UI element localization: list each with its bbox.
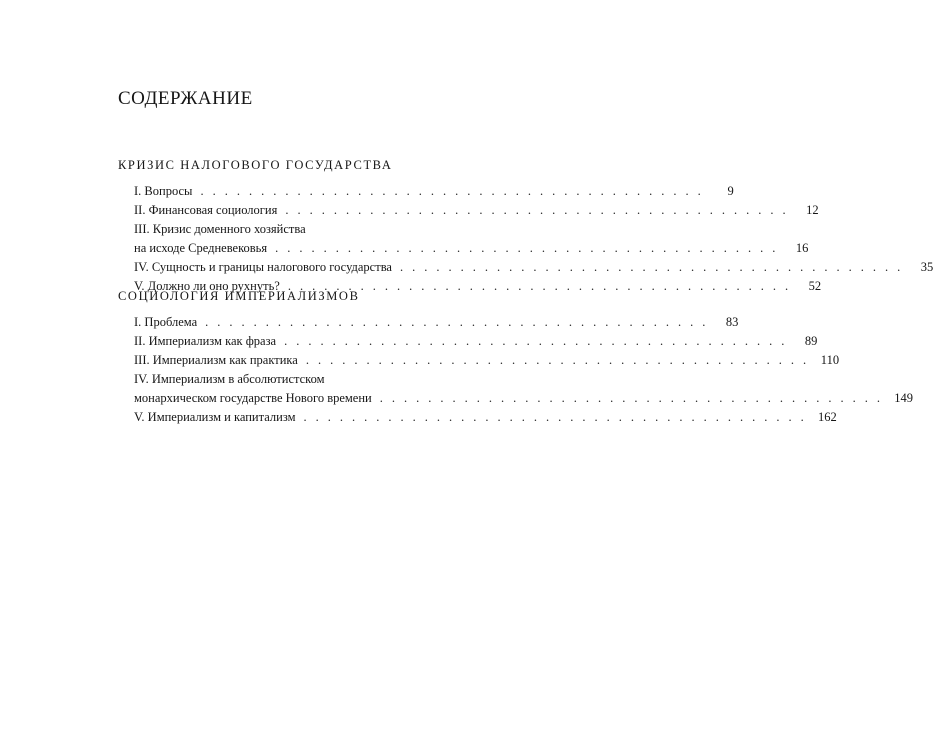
entry-page-number: 110 bbox=[820, 353, 840, 367]
toc-entry bbox=[134, 351, 840, 370]
dot-leader: .......................................... bbox=[379, 391, 889, 405]
entry-page-number: 9 bbox=[727, 184, 734, 198]
dot-leader: .......................................... bbox=[399, 260, 910, 274]
toc-entry bbox=[134, 408, 837, 427]
entry-title: I. Проблема bbox=[134, 315, 198, 329]
entry-page-number: 12 bbox=[806, 203, 819, 217]
dot-leader: .......................................... bbox=[284, 334, 794, 348]
toc-entry bbox=[134, 332, 818, 351]
dot-leader: .......................................... bbox=[205, 315, 715, 329]
entry-page-number: 35 bbox=[920, 260, 933, 274]
toc-entry bbox=[134, 258, 933, 277]
dot-leader: .......................................... bbox=[285, 203, 795, 217]
dot-leader: .......................................... bbox=[303, 410, 813, 424]
entry-page-number: 89 bbox=[804, 334, 818, 348]
entry-title: I. Вопросы bbox=[134, 184, 193, 198]
entry-title: IV. Сущность и границы налогового государства bbox=[134, 260, 392, 274]
toc-entry bbox=[134, 201, 819, 220]
toc-entry bbox=[134, 220, 809, 258]
dot-leader: .......................................... bbox=[275, 241, 785, 255]
entry-title-line1: IV. Империализм в абсолютистском bbox=[134, 372, 325, 386]
entry-page-number: 83 bbox=[725, 315, 739, 329]
entry-page-number: 16 bbox=[795, 241, 809, 255]
entry-title: II. Империализм как фраза bbox=[134, 334, 277, 348]
entry-title: на исходе Средневековья bbox=[134, 241, 268, 255]
toc-entry bbox=[134, 182, 734, 201]
toc-entry bbox=[134, 370, 913, 408]
toc-entry bbox=[134, 313, 739, 332]
entry-title-line1: III. Кризис доменного хозяйства bbox=[134, 222, 306, 236]
toc-title: СОДЕРЖАНИЕ bbox=[118, 88, 253, 109]
entry-title: III. Империализм как практика bbox=[134, 353, 298, 367]
toc-section bbox=[118, 289, 913, 427]
dot-leader: .......................................... bbox=[305, 353, 816, 367]
toc-entry-list bbox=[118, 182, 933, 296]
dot-leader: .......................................... bbox=[287, 279, 798, 293]
toc-section bbox=[118, 158, 933, 296]
entry-page-number: 52 bbox=[808, 279, 822, 293]
entry-page-number: 149 bbox=[894, 391, 913, 405]
entry-title: V. Империализм и капитализм bbox=[134, 410, 296, 424]
dot-leader: .......................................... bbox=[200, 184, 710, 198]
section-heading: КРИЗИС НАЛОГОВОГО ГОСУДАРСТВА bbox=[118, 158, 393, 172]
section-heading: СОЦИОЛОГИЯ ИМПЕРИАЛИЗМОВ bbox=[118, 289, 360, 303]
toc-entry-list bbox=[118, 313, 913, 427]
entry-title: монархическом государстве Нового времени bbox=[134, 391, 372, 405]
entry-title: II. Финансовая социология bbox=[134, 203, 278, 217]
entry-title: V. Должно ли оно рухнуть? bbox=[134, 279, 280, 293]
entry-page-number: 162 bbox=[818, 410, 837, 424]
